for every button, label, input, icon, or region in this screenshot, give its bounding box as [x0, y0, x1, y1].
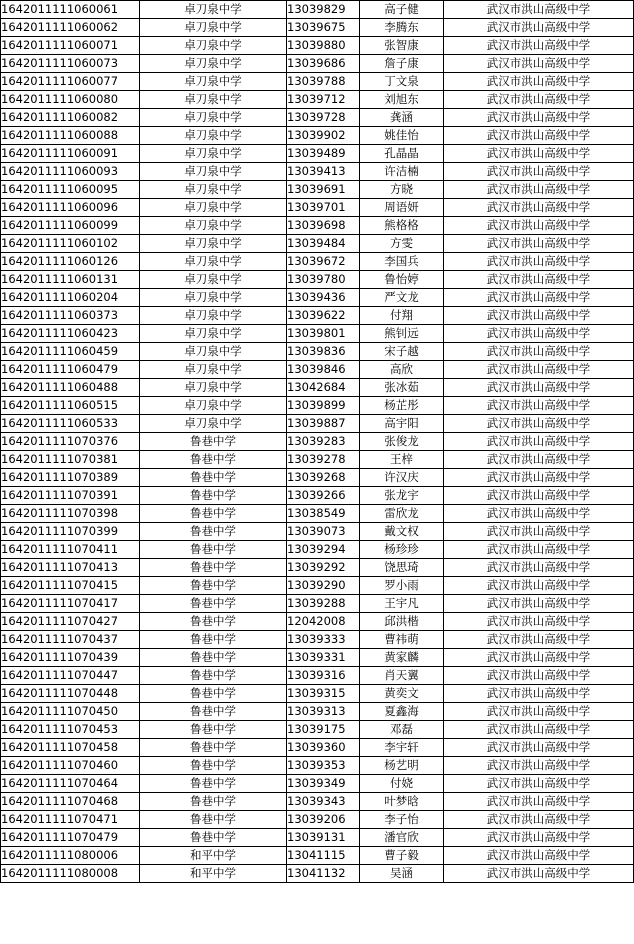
- middle-school-cell[interactable]: 卓刀泉中学: [140, 109, 287, 127]
- admitted-school-cell[interactable]: 武汉市洪山高级中学: [444, 145, 634, 163]
- table-row: [1, 1, 634, 19]
- middle-school-cell[interactable]: 卓刀泉中学: [140, 73, 287, 91]
- student-id-cell[interactable]: 1642011111070458: [1, 739, 140, 757]
- admitted-school-cell[interactable]: 武汉市洪山高级中学: [444, 487, 634, 505]
- student-id-cell[interactable]: 1642011111070439: [1, 649, 140, 667]
- student-id-cell[interactable]: 1642011111070399: [1, 523, 140, 541]
- exam-code-cell[interactable]: 13039294: [287, 541, 360, 559]
- student-name-cell[interactable]: 付娆: [360, 775, 444, 793]
- student-name-cell[interactable]: 许汉庆: [360, 469, 444, 487]
- admitted-school-cell[interactable]: 武汉市洪山高级中学: [444, 649, 634, 667]
- table-row: [1, 811, 634, 829]
- admitted-school-cell[interactable]: 武汉市洪山高级中学: [444, 595, 634, 613]
- student-id-cell[interactable]: 1642011111070471: [1, 811, 140, 829]
- table-row: [1, 631, 634, 649]
- admitted-school-cell[interactable]: 武汉市洪山高级中学: [444, 73, 634, 91]
- admitted-school-cell[interactable]: 武汉市洪山高级中学: [444, 253, 634, 271]
- middle-school-cell[interactable]: 鲁巷中学: [140, 721, 287, 739]
- middle-school-cell[interactable]: 卓刀泉中学: [140, 163, 287, 181]
- student-name-cell[interactable]: 夏鑫海: [360, 703, 444, 721]
- exam-code-cell[interactable]: 13039788: [287, 73, 360, 91]
- table-row: [1, 91, 634, 109]
- exam-code-cell[interactable]: 13039846: [287, 361, 360, 379]
- middle-school-cell[interactable]: 卓刀泉中学: [140, 55, 287, 73]
- admitted-school-cell[interactable]: 武汉市洪山高级中学: [444, 325, 634, 343]
- exam-code-cell[interactable]: 13039288: [287, 595, 360, 613]
- student-id-cell[interactable]: 1642011111070415: [1, 577, 140, 595]
- middle-school-cell[interactable]: 卓刀泉中学: [140, 397, 287, 415]
- exam-code-cell[interactable]: 13039073: [287, 523, 360, 541]
- exam-code-cell[interactable]: 13039780: [287, 271, 360, 289]
- student-name-cell[interactable]: 吴涵: [360, 865, 444, 883]
- student-name-cell[interactable]: 叶梦晗: [360, 793, 444, 811]
- exam-code-cell[interactable]: 13039801: [287, 325, 360, 343]
- table-row: [1, 307, 634, 325]
- student-name-cell[interactable]: 戴文权: [360, 523, 444, 541]
- exam-code-cell[interactable]: 13039331: [287, 649, 360, 667]
- exam-code-cell[interactable]: 13039315: [287, 685, 360, 703]
- exam-code-cell[interactable]: 13039131: [287, 829, 360, 847]
- student-name-cell[interactable]: 刘旭东: [360, 91, 444, 109]
- table-row: [1, 217, 634, 235]
- table-row: [1, 649, 634, 667]
- exam-code-cell[interactable]: 13041115: [287, 847, 360, 865]
- table-row: [1, 721, 634, 739]
- student-name-cell[interactable]: 罗小雨: [360, 577, 444, 595]
- student-id-cell[interactable]: 1642011111080008: [1, 865, 140, 883]
- table-row: [1, 757, 634, 775]
- table-row: [1, 199, 634, 217]
- admitted-school-cell[interactable]: 武汉市洪山高级中学: [444, 523, 634, 541]
- admitted-school-cell[interactable]: 武汉市洪山高级中学: [444, 559, 634, 577]
- student-id-cell[interactable]: 1642011111060093: [1, 163, 140, 181]
- exam-code-cell[interactable]: 13039712: [287, 91, 360, 109]
- table-row: [1, 559, 634, 577]
- student-id-cell[interactable]: 1642011111070398: [1, 505, 140, 523]
- admitted-school-cell[interactable]: 武汉市洪山高级中学: [444, 19, 634, 37]
- middle-school-cell[interactable]: 鲁巷中学: [140, 739, 287, 757]
- middle-school-cell[interactable]: 卓刀泉中学: [140, 217, 287, 235]
- table-row: [1, 829, 634, 847]
- student-id-cell[interactable]: 1642011111070448: [1, 685, 140, 703]
- student-id-cell[interactable]: 1642011111070464: [1, 775, 140, 793]
- student-id-cell[interactable]: 1642011111060488: [1, 379, 140, 397]
- admitted-school-cell[interactable]: 武汉市洪山高级中学: [444, 865, 634, 883]
- student-id-cell[interactable]: 1642011111060479: [1, 361, 140, 379]
- admitted-school-cell[interactable]: 武汉市洪山高级中学: [444, 397, 634, 415]
- admitted-school-cell[interactable]: 武汉市洪山高级中学: [444, 703, 634, 721]
- student-name-cell[interactable]: 曹子毅: [360, 847, 444, 865]
- middle-school-cell[interactable]: 卓刀泉中学: [140, 127, 287, 145]
- admitted-school-cell[interactable]: 武汉市洪山高级中学: [444, 667, 634, 685]
- student-id-cell[interactable]: 1642011111070417: [1, 595, 140, 613]
- student-id-cell[interactable]: 1642011111060423: [1, 325, 140, 343]
- middle-school-cell[interactable]: 卓刀泉中学: [140, 199, 287, 217]
- student-name-cell[interactable]: 邱洪楷: [360, 613, 444, 631]
- student-id-cell[interactable]: 1642011111070437: [1, 631, 140, 649]
- student-name-cell[interactable]: 李腾东: [360, 19, 444, 37]
- student-name-cell[interactable]: 鲁怡婷: [360, 271, 444, 289]
- admitted-school-cell[interactable]: 武汉市洪山高级中学: [444, 577, 634, 595]
- student-name-cell[interactable]: 高宇阳: [360, 415, 444, 433]
- middle-school-cell[interactable]: 鲁巷中学: [140, 793, 287, 811]
- middle-school-cell[interactable]: 卓刀泉中学: [140, 181, 287, 199]
- table-row: [1, 325, 634, 343]
- admitted-school-cell[interactable]: 武汉市洪山高级中学: [444, 451, 634, 469]
- exam-code-cell[interactable]: 13039349: [287, 775, 360, 793]
- admitted-school-cell[interactable]: 武汉市洪山高级中学: [444, 37, 634, 55]
- exam-code-cell[interactable]: 13039829: [287, 1, 360, 19]
- student-id-cell[interactable]: 1642011111060515: [1, 397, 140, 415]
- middle-school-cell[interactable]: 卓刀泉中学: [140, 19, 287, 37]
- table-row: [1, 847, 634, 865]
- student-id-cell[interactable]: 1642011111060099: [1, 217, 140, 235]
- student-name-cell[interactable]: 宋子越: [360, 343, 444, 361]
- admitted-school-cell[interactable]: 武汉市洪山高级中学: [444, 829, 634, 847]
- admitted-school-cell[interactable]: 武汉市洪山高级中学: [444, 541, 634, 559]
- table-row: [1, 271, 634, 289]
- middle-school-cell[interactable]: 卓刀泉中学: [140, 145, 287, 163]
- student-name-cell[interactable]: 饶思琦: [360, 559, 444, 577]
- middle-school-cell[interactable]: 鲁巷中学: [140, 559, 287, 577]
- exam-code-cell[interactable]: 13039880: [287, 37, 360, 55]
- admitted-school-cell[interactable]: 武汉市洪山高级中学: [444, 271, 634, 289]
- exam-code-cell[interactable]: 13042684: [287, 379, 360, 397]
- middle-school-cell[interactable]: 卓刀泉中学: [140, 415, 287, 433]
- student-id-cell[interactable]: 1642011111070450: [1, 703, 140, 721]
- exam-code-cell[interactable]: 13039313: [287, 703, 360, 721]
- middle-school-cell[interactable]: 鲁巷中学: [140, 631, 287, 649]
- student-name-cell[interactable]: 张冰茹: [360, 379, 444, 397]
- middle-school-cell[interactable]: 鲁巷中学: [140, 451, 287, 469]
- student-id-cell[interactable]: 1642011111060082: [1, 109, 140, 127]
- student-name-cell[interactable]: 严文龙: [360, 289, 444, 307]
- middle-school-cell[interactable]: 卓刀泉中学: [140, 37, 287, 55]
- student-id-cell[interactable]: 1642011111070391: [1, 487, 140, 505]
- exam-code-cell[interactable]: 13038549: [287, 505, 360, 523]
- student-id-cell[interactable]: 1642011111060095: [1, 181, 140, 199]
- exam-code-cell[interactable]: 13039343: [287, 793, 360, 811]
- exam-code-cell[interactable]: 13039333: [287, 631, 360, 649]
- table-row: [1, 253, 634, 271]
- middle-school-cell[interactable]: 鲁巷中学: [140, 649, 287, 667]
- exam-code-cell[interactable]: 13039902: [287, 127, 360, 145]
- exam-code-cell[interactable]: 13039175: [287, 721, 360, 739]
- middle-school-cell[interactable]: 和平中学: [140, 865, 287, 883]
- admitted-school-cell[interactable]: 武汉市洪山高级中学: [444, 775, 634, 793]
- exam-code-cell[interactable]: 13039887: [287, 415, 360, 433]
- middle-school-cell[interactable]: 鲁巷中学: [140, 577, 287, 595]
- student-name-cell[interactable]: 孔晶晶: [360, 145, 444, 163]
- admitted-school-cell[interactable]: 武汉市洪山高级中学: [444, 757, 634, 775]
- student-id-cell[interactable]: 1642011111060533: [1, 415, 140, 433]
- admitted-school-cell[interactable]: 武汉市洪山高级中学: [444, 811, 634, 829]
- student-name-cell[interactable]: 方晓: [360, 181, 444, 199]
- table-row: [1, 415, 634, 433]
- student-id-cell[interactable]: 1642011111070413: [1, 559, 140, 577]
- student-id-cell[interactable]: 1642011111060091: [1, 145, 140, 163]
- student-name-cell[interactable]: 龚涵: [360, 109, 444, 127]
- admitted-school-cell[interactable]: 武汉市洪山高级中学: [444, 289, 634, 307]
- exam-code-cell[interactable]: 13039436: [287, 289, 360, 307]
- admitted-school-cell[interactable]: 武汉市洪山高级中学: [444, 361, 634, 379]
- student-name-cell[interactable]: 王梓: [360, 451, 444, 469]
- table-row: [1, 469, 634, 487]
- student-id-cell[interactable]: 1642011111070389: [1, 469, 140, 487]
- table-row: [1, 523, 634, 541]
- middle-school-cell[interactable]: 卓刀泉中学: [140, 325, 287, 343]
- middle-school-cell[interactable]: 鲁巷中学: [140, 541, 287, 559]
- student-name-cell[interactable]: 熊格格: [360, 217, 444, 235]
- table-row: [1, 577, 634, 595]
- student-name-cell[interactable]: 杨艺明: [360, 757, 444, 775]
- exam-code-cell[interactable]: 13039672: [287, 253, 360, 271]
- student-name-cell[interactable]: 李子怡: [360, 811, 444, 829]
- student-name-cell[interactable]: 杨芷彤: [360, 397, 444, 415]
- exam-code-cell[interactable]: 12042008: [287, 613, 360, 631]
- student-name-cell[interactable]: 姚佳怡: [360, 127, 444, 145]
- table-row: [1, 487, 634, 505]
- student-name-cell[interactable]: 周语妍: [360, 199, 444, 217]
- student-name-cell[interactable]: 王宇凡: [360, 595, 444, 613]
- admitted-school-cell[interactable]: 武汉市洪山高级中学: [444, 613, 634, 631]
- student-id-cell[interactable]: 1642011111070411: [1, 541, 140, 559]
- middle-school-cell[interactable]: 鲁巷中学: [140, 613, 287, 631]
- admitted-school-cell[interactable]: 武汉市洪山高级中学: [444, 379, 634, 397]
- exam-code-cell[interactable]: 13039836: [287, 343, 360, 361]
- admitted-school-cell[interactable]: 武汉市洪山高级中学: [444, 847, 634, 865]
- student-id-cell[interactable]: 1642011111060131: [1, 271, 140, 289]
- student-name-cell[interactable]: 熊钊远: [360, 325, 444, 343]
- table-row: [1, 775, 634, 793]
- student-name-cell[interactable]: 高欣: [360, 361, 444, 379]
- table-row: [1, 145, 634, 163]
- admitted-school-cell[interactable]: 武汉市洪山高级中学: [444, 469, 634, 487]
- table-row: [1, 685, 634, 703]
- student-id-cell[interactable]: 1642011111060077: [1, 73, 140, 91]
- student-id-cell[interactable]: 1642011111070447: [1, 667, 140, 685]
- admitted-school-cell[interactable]: 武汉市洪山高级中学: [444, 217, 634, 235]
- table-row: [1, 73, 634, 91]
- table-row: [1, 235, 634, 253]
- admitted-school-cell[interactable]: 武汉市洪山高级中学: [444, 307, 634, 325]
- student-name-cell[interactable]: 李国兵: [360, 253, 444, 271]
- table-row: [1, 397, 634, 415]
- student-id-cell[interactable]: 1642011111060071: [1, 37, 140, 55]
- table-row: [1, 793, 634, 811]
- middle-school-cell[interactable]: 鲁巷中学: [140, 757, 287, 775]
- admitted-school-cell[interactable]: 武汉市洪山高级中学: [444, 739, 634, 757]
- middle-school-cell[interactable]: 卓刀泉中学: [140, 361, 287, 379]
- exam-code-cell[interactable]: 13039686: [287, 55, 360, 73]
- admitted-school-cell[interactable]: 武汉市洪山高级中学: [444, 181, 634, 199]
- exam-code-cell[interactable]: 13039698: [287, 217, 360, 235]
- middle-school-cell[interactable]: 卓刀泉中学: [140, 289, 287, 307]
- admitted-school-cell[interactable]: 武汉市洪山高级中学: [444, 199, 634, 217]
- table-row: [1, 613, 634, 631]
- admitted-school-cell[interactable]: 武汉市洪山高级中学: [444, 793, 634, 811]
- student-name-cell[interactable]: 杨珍珍: [360, 541, 444, 559]
- exam-code-cell[interactable]: 13039701: [287, 199, 360, 217]
- table-row: [1, 361, 634, 379]
- table-row: [1, 505, 634, 523]
- table-row: [1, 451, 634, 469]
- admitted-school-cell[interactable]: 武汉市洪山高级中学: [444, 1, 634, 19]
- exam-code-cell[interactable]: 13039691: [287, 181, 360, 199]
- middle-school-cell[interactable]: 卓刀泉中学: [140, 307, 287, 325]
- middle-school-cell[interactable]: 鲁巷中学: [140, 433, 287, 451]
- exam-code-cell[interactable]: 13039489: [287, 145, 360, 163]
- admitted-school-cell[interactable]: 武汉市洪山高级中学: [444, 631, 634, 649]
- exam-code-cell[interactable]: 13039899: [287, 397, 360, 415]
- admitted-school-cell[interactable]: 武汉市洪山高级中学: [444, 91, 634, 109]
- middle-school-cell[interactable]: 卓刀泉中学: [140, 271, 287, 289]
- exam-code-cell[interactable]: 13039728: [287, 109, 360, 127]
- student-name-cell[interactable]: 潘官欣: [360, 829, 444, 847]
- middle-school-cell[interactable]: 鲁巷中学: [140, 685, 287, 703]
- student-id-cell[interactable]: 1642011111070381: [1, 451, 140, 469]
- student-id-cell[interactable]: 1642011111060126: [1, 253, 140, 271]
- admitted-school-cell[interactable]: 武汉市洪山高级中学: [444, 55, 634, 73]
- table-row: [1, 37, 634, 55]
- table-row: [1, 127, 634, 145]
- student-id-cell[interactable]: 1642011111060102: [1, 235, 140, 253]
- table-row: [1, 343, 634, 361]
- exam-code-cell[interactable]: 13041132: [287, 865, 360, 883]
- exam-code-cell[interactable]: 13039292: [287, 559, 360, 577]
- exam-code-cell[interactable]: 13039675: [287, 19, 360, 37]
- student-id-cell[interactable]: 1642011111060459: [1, 343, 140, 361]
- admission-table-body: [1, 1, 634, 883]
- admitted-school-cell[interactable]: 武汉市洪山高级中学: [444, 343, 634, 361]
- exam-code-cell[interactable]: 13039278: [287, 451, 360, 469]
- table-row: [1, 595, 634, 613]
- student-name-cell[interactable]: 詹子康: [360, 55, 444, 73]
- table-row: [1, 289, 634, 307]
- exam-code-cell[interactable]: 13039206: [287, 811, 360, 829]
- middle-school-cell[interactable]: 鲁巷中学: [140, 703, 287, 721]
- exam-code-cell[interactable]: 13039266: [287, 487, 360, 505]
- student-name-cell[interactable]: 张智康: [360, 37, 444, 55]
- exam-code-cell[interactable]: 13039360: [287, 739, 360, 757]
- student-id-cell[interactable]: 1642011111060096: [1, 199, 140, 217]
- middle-school-cell[interactable]: 和平中学: [140, 847, 287, 865]
- table-row: [1, 19, 634, 37]
- student-name-cell[interactable]: 丁文泉: [360, 73, 444, 91]
- student-id-cell[interactable]: 1642011111070479: [1, 829, 140, 847]
- student-name-cell[interactable]: 张俊龙: [360, 433, 444, 451]
- exam-code-cell[interactable]: 13039622: [287, 307, 360, 325]
- admitted-school-cell[interactable]: 武汉市洪山高级中学: [444, 127, 634, 145]
- student-id-cell[interactable]: 1642011111080006: [1, 847, 140, 865]
- admitted-school-cell[interactable]: 武汉市洪山高级中学: [444, 433, 634, 451]
- student-name-cell[interactable]: 曹祎萌: [360, 631, 444, 649]
- exam-code-cell[interactable]: 13039353: [287, 757, 360, 775]
- admitted-school-cell[interactable]: 武汉市洪山高级中学: [444, 415, 634, 433]
- middle-school-cell[interactable]: 鲁巷中学: [140, 811, 287, 829]
- student-id-cell[interactable]: 1642011111060088: [1, 127, 140, 145]
- student-name-cell[interactable]: 方雯: [360, 235, 444, 253]
- middle-school-cell[interactable]: 鲁巷中学: [140, 595, 287, 613]
- middle-school-cell[interactable]: 鲁巷中学: [140, 487, 287, 505]
- admitted-school-cell[interactable]: 武汉市洪山高级中学: [444, 721, 634, 739]
- exam-code-cell[interactable]: 13039413: [287, 163, 360, 181]
- middle-school-cell[interactable]: 鲁巷中学: [140, 775, 287, 793]
- middle-school-cell[interactable]: 卓刀泉中学: [140, 235, 287, 253]
- admitted-school-cell[interactable]: 武汉市洪山高级中学: [444, 505, 634, 523]
- middle-school-cell[interactable]: 鲁巷中学: [140, 469, 287, 487]
- admitted-school-cell[interactable]: 武汉市洪山高级中学: [444, 163, 634, 181]
- middle-school-cell[interactable]: 卓刀泉中学: [140, 1, 287, 19]
- table-row: [1, 109, 634, 127]
- middle-school-cell[interactable]: 鲁巷中学: [140, 829, 287, 847]
- middle-school-cell[interactable]: 卓刀泉中学: [140, 91, 287, 109]
- student-name-cell[interactable]: 黄家麟: [360, 649, 444, 667]
- table-row: [1, 55, 634, 73]
- admitted-school-cell[interactable]: 武汉市洪山高级中学: [444, 235, 634, 253]
- table-row: [1, 703, 634, 721]
- table-row: [1, 865, 634, 883]
- middle-school-cell[interactable]: 卓刀泉中学: [140, 379, 287, 397]
- table-row: [1, 667, 634, 685]
- student-id-cell[interactable]: 1642011111060204: [1, 289, 140, 307]
- table-row: [1, 541, 634, 559]
- exam-code-cell[interactable]: 13039283: [287, 433, 360, 451]
- student-name-cell[interactable]: 许洁楠: [360, 163, 444, 181]
- student-name-cell[interactable]: 黄奕文: [360, 685, 444, 703]
- student-name-cell[interactable]: 邓磊: [360, 721, 444, 739]
- student-name-cell[interactable]: 高子健: [360, 1, 444, 19]
- table-row: [1, 181, 634, 199]
- student-id-cell[interactable]: 1642011111070427: [1, 613, 140, 631]
- table-row: [1, 163, 634, 181]
- exam-code-cell[interactable]: 13039316: [287, 667, 360, 685]
- student-id-cell[interactable]: 1642011111070460: [1, 757, 140, 775]
- student-id-cell[interactable]: 1642011111070468: [1, 793, 140, 811]
- student-name-cell[interactable]: 肖天翼: [360, 667, 444, 685]
- student-name-cell[interactable]: 付翔: [360, 307, 444, 325]
- middle-school-cell[interactable]: 卓刀泉中学: [140, 253, 287, 271]
- table-row: [1, 433, 634, 451]
- exam-code-cell[interactable]: 13039290: [287, 577, 360, 595]
- student-name-cell[interactable]: 雷欣龙: [360, 505, 444, 523]
- table-row: [1, 739, 634, 757]
- student-id-cell[interactable]: 1642011111060061: [1, 1, 140, 19]
- middle-school-cell[interactable]: 鲁巷中学: [140, 523, 287, 541]
- exam-code-cell[interactable]: 13039484: [287, 235, 360, 253]
- student-id-cell[interactable]: 1642011111060373: [1, 307, 140, 325]
- table-row: [1, 379, 634, 397]
- admitted-school-cell[interactable]: 武汉市洪山高级中学: [444, 685, 634, 703]
- student-id-cell[interactable]: 1642011111070376: [1, 433, 140, 451]
- admitted-school-cell[interactable]: 武汉市洪山高级中学: [444, 109, 634, 127]
- student-id-cell[interactable]: 1642011111060062: [1, 19, 140, 37]
- middle-school-cell[interactable]: 鲁巷中学: [140, 505, 287, 523]
- student-name-cell[interactable]: 李宇轩: [360, 739, 444, 757]
- student-id-cell[interactable]: 1642011111070453: [1, 721, 140, 739]
- student-name-cell[interactable]: 张龙宇: [360, 487, 444, 505]
- middle-school-cell[interactable]: 鲁巷中学: [140, 667, 287, 685]
- middle-school-cell[interactable]: 卓刀泉中学: [140, 343, 287, 361]
- student-id-cell[interactable]: 1642011111060073: [1, 55, 140, 73]
- exam-code-cell[interactable]: 13039268: [287, 469, 360, 487]
- student-id-cell[interactable]: 1642011111060080: [1, 91, 140, 109]
